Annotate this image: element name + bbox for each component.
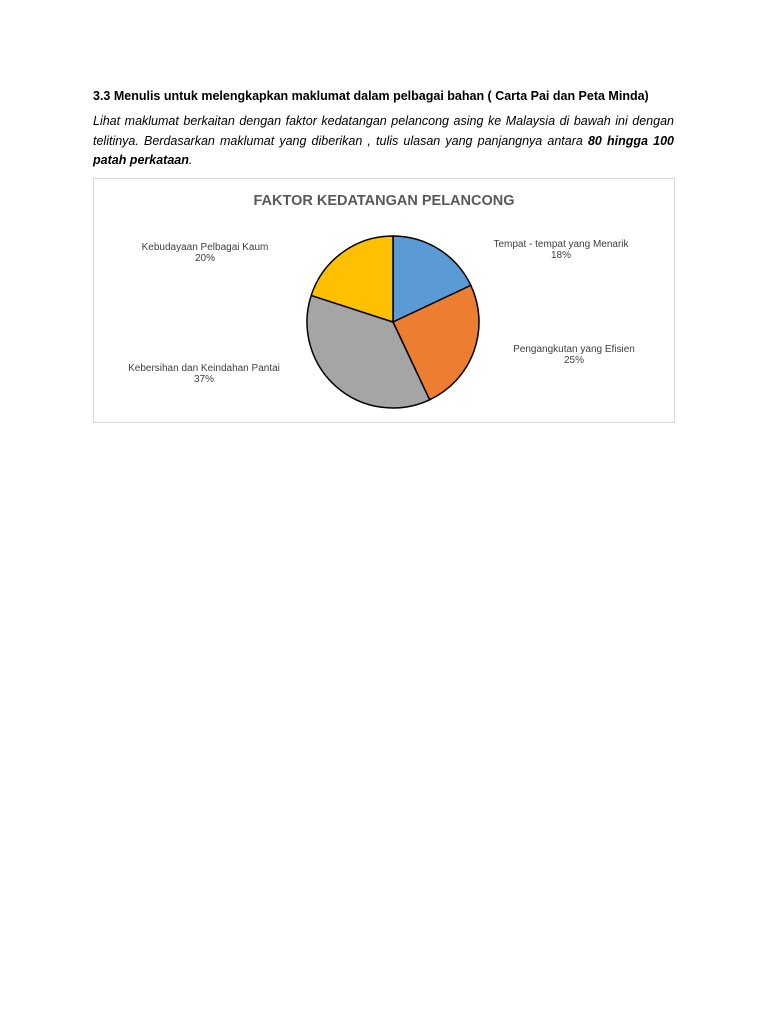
section-heading: 3.3 Menulis untuk melengkapkan maklumat dalam pelbagai bahan ( Carta Pai dan Peta Minda)	[93, 89, 649, 103]
slice-category-label-4: Kebudayaan Pelbagai Kaum	[141, 242, 269, 253]
slice-category-label-3: Kebersihan dan Keindahan Pantai	[128, 363, 280, 374]
slice-value-label-1: 18%	[550, 250, 572, 261]
slice-value-label-3: 37%	[193, 374, 215, 385]
slice-category-label-1: Tempat - tempat yang Menarik	[493, 239, 629, 250]
slice-value-label-2: 25%	[563, 355, 585, 366]
pie-slices	[307, 236, 479, 408]
chart-title: FAKTOR KEDATANGAN PELANCONG	[253, 193, 515, 209]
slice-value-label-4: 20%	[194, 253, 216, 264]
instruction-text: Lihat maklumat berkaitan dengan faktor kedatangan pelancong asing ke Malaysia di bawah ini dengan telitinya. Berdasarkan maklumat yang diberikan , tulis ulasan yang panjangnya antara	[93, 114, 674, 148]
slice-category-label-2: Pengangkutan yang Efisien	[513, 344, 635, 355]
instruction-paragraph	[93, 112, 674, 171]
instruction-word-count: 80 hingga 100 patah perkataan	[93, 133, 674, 167]
pie-chart-container	[93, 178, 675, 423]
instruction-end: .	[188, 153, 193, 167]
pie-chart	[94, 179, 674, 422]
